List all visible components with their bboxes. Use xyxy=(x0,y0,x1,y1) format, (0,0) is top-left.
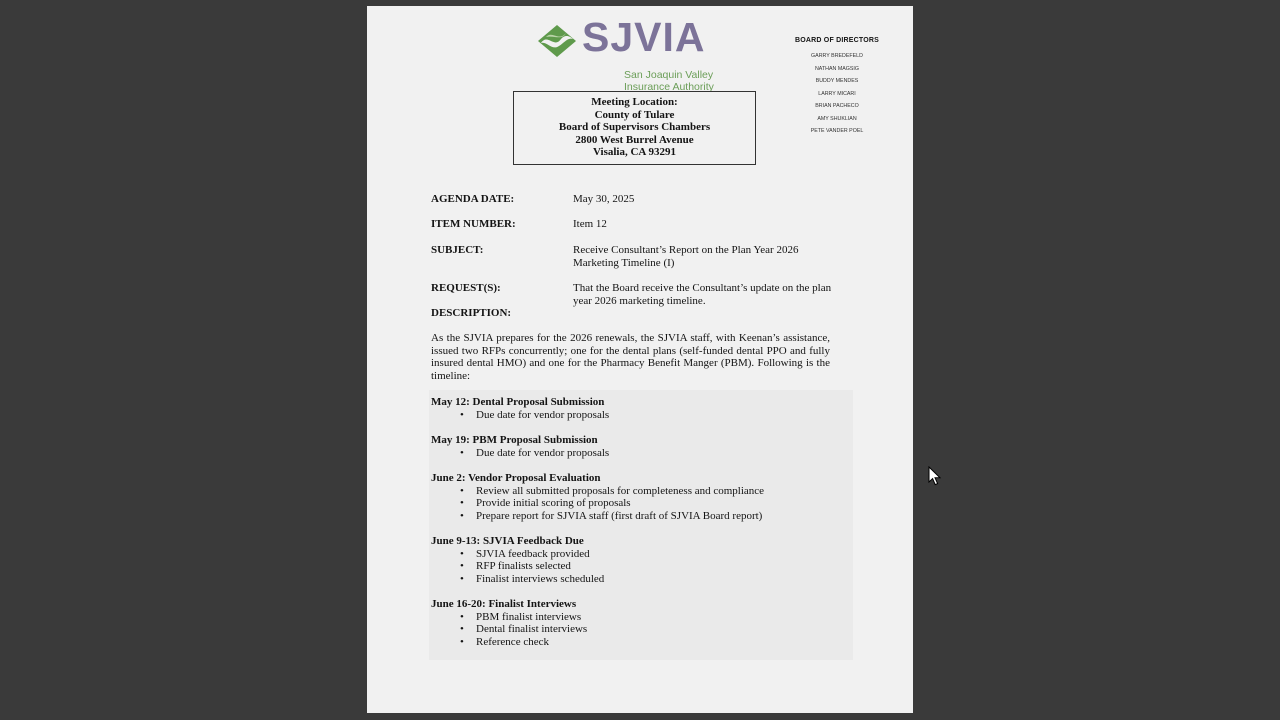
meeting-location-line: Board of Supervisors Chambers xyxy=(558,121,711,134)
description-label: DESCRIPTION: xyxy=(431,307,512,319)
agenda-date-value: May 30, 2025 xyxy=(573,193,635,205)
timeline-bullets xyxy=(431,447,609,460)
subject-label: SUBJECT: xyxy=(431,244,484,256)
timeline-bullet: • Due date for vendor proposals xyxy=(476,409,609,422)
meeting-location-line: County of Tulare xyxy=(594,108,675,121)
board-title: BOARD OF DIRECTORS xyxy=(795,37,879,44)
timeline-heading: May 19: PBM Proposal Submission xyxy=(431,434,598,446)
board-of-directors xyxy=(787,37,887,138)
timeline-item xyxy=(431,598,587,648)
timeline-bullets xyxy=(431,548,604,586)
timeline-heading: May 12: Dental Proposal Submission xyxy=(431,396,605,408)
board-member: AMY SHUKLIAN xyxy=(817,115,857,122)
item-number-label: ITEM NUMBER: xyxy=(431,218,516,230)
mouse-pointer-icon xyxy=(928,466,942,486)
timeline-bullets xyxy=(431,611,587,649)
subject-value: Receive Consultant’s Report on the Plan Year 2026 Marketing Timeline (I) xyxy=(573,244,799,269)
request-label: REQUEST(S): xyxy=(431,282,501,294)
board-member: NATHAN MAGSIG xyxy=(814,65,860,72)
meeting-location-label: Meeting Location: xyxy=(591,96,678,108)
timeline-bullet: • RFP finalists selected xyxy=(476,560,604,573)
timeline xyxy=(429,390,853,660)
timeline-bullet: • Provide initial scoring of proposals xyxy=(476,497,764,510)
logo-wordmark: SJVIA xyxy=(582,14,706,60)
board-member: PETE VANDER POEL xyxy=(810,128,864,134)
timeline-bullet: • Review all submitted proposals for completeness and compliance xyxy=(476,485,764,498)
document-page xyxy=(367,6,913,713)
meeting-location-box xyxy=(513,91,756,165)
sjvia-logo xyxy=(537,14,727,93)
logo-subtitle-line-2: Insurance Authority xyxy=(624,81,714,93)
board-member: BRIAN PACHECO xyxy=(815,103,859,109)
timeline-bullet: • PBM finalist interviews xyxy=(476,611,587,624)
agenda-date-label: AGENDA DATE: xyxy=(431,193,515,205)
timeline-bullet: • Reference check xyxy=(476,636,587,649)
timeline-item xyxy=(431,535,604,585)
request-value: That the Board receive the Consultant’s update on the plan year 2026 marketing timeline. xyxy=(573,282,832,307)
sjvia-logo-mark-icon xyxy=(537,24,577,58)
timeline-bullet: • SJVIA feedback provided xyxy=(476,548,604,561)
logo-subtitle-line-1: San Joaquin Valley xyxy=(624,69,714,81)
board-member: GARRY BREDEFELD xyxy=(811,53,863,59)
timeline-bullet: • Due date for vendor proposals xyxy=(476,447,609,460)
item-number-value: Item 12 xyxy=(573,218,607,230)
meeting-location-line: 2800 West Burrel Avenue xyxy=(575,133,694,146)
timeline-heading: June 2: Vendor Proposal Evaluation xyxy=(431,472,601,484)
timeline-heading: June 16-20: Finalist Interviews xyxy=(431,598,577,610)
timeline-bullets xyxy=(431,409,609,422)
timeline-item xyxy=(431,396,609,421)
timeline-bullet: • Prepare report for SJVIA staff (first draft of SJVIA Board report) xyxy=(476,510,764,523)
timeline-bullet: • Dental finalist interviews xyxy=(476,623,587,636)
description-text: As the SJVIA prepares for the 2026 renewals, the SJVIA staff, with Keenan’s assistance, issued two RFPs concurrently; one for the dental plans (self-funded dental PPO and fully insured dental HMO) and one for the Pharmacy Benefit Manger (PBM). Following is the timeline: xyxy=(431,332,830,382)
board-member: LARRY MICARI xyxy=(818,90,856,97)
meeting-location-line: Visalia, CA 93291 xyxy=(592,146,676,159)
timeline-bullet: • Finalist interviews scheduled xyxy=(476,573,604,586)
logo-subtitle xyxy=(624,69,714,93)
timeline-bullets xyxy=(431,485,764,523)
timeline-item xyxy=(431,434,609,459)
timeline-item xyxy=(431,472,764,522)
board-member: BUDDY MENDES xyxy=(815,78,859,84)
timeline-heading: June 9-13: SJVIA Feedback Due xyxy=(431,535,584,547)
